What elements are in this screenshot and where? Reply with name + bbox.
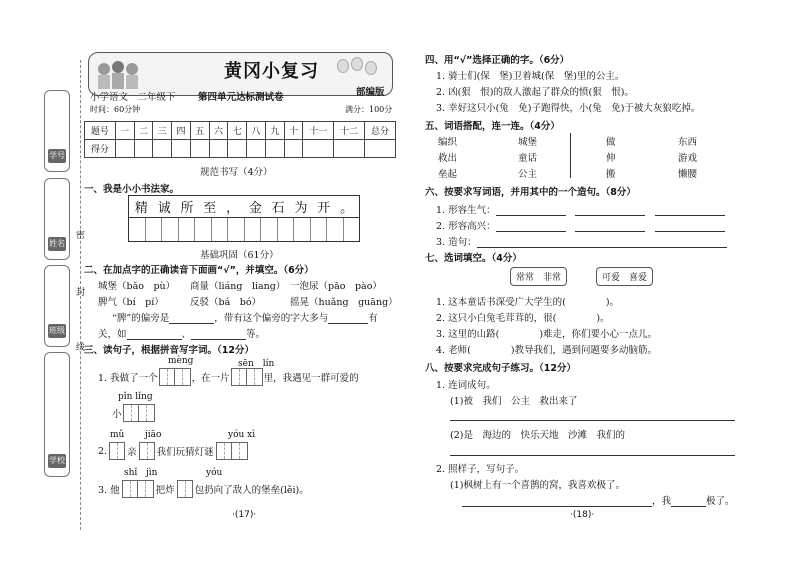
q2-title: 二、在加点字的正确读音下面画“√”，并填空。（6分）	[84, 265, 314, 276]
balloon-icon	[365, 61, 377, 75]
match-item[interactable]: 做	[606, 137, 616, 148]
char-box[interactable]	[109, 442, 125, 460]
match-item[interactable]: 垒起	[438, 169, 458, 180]
section-writing: 规范书写（4分）	[200, 167, 273, 178]
q6-line-1: 1. 形容生气：	[436, 202, 725, 216]
seal-mark-3: 线	[76, 343, 86, 353]
q2-item[interactable]: 摇晃（huǎng guāng）	[290, 297, 398, 308]
seal-mark-2: 封	[76, 288, 86, 298]
q3-sentence-3: 3. 他 把炸 包扔向了敌人的堡垒(lěi)。	[98, 480, 309, 498]
char-box[interactable]	[216, 442, 248, 460]
answer-line[interactable]	[450, 455, 735, 456]
char-box[interactable]	[122, 480, 154, 498]
answer-blank[interactable]	[477, 247, 727, 248]
pinyin-label: yóu xì	[228, 430, 256, 440]
q2-item[interactable]: 一泡尿（pāo pào）	[290, 281, 382, 292]
pinyin-label: sēn lín	[238, 359, 275, 369]
answer-blank[interactable]	[575, 231, 645, 232]
pinyin-label: pǐn lǐng	[118, 392, 153, 402]
q8-sub: (2)是 海边的 快乐天地 沙滩 我们的	[450, 430, 625, 441]
pinyin-label: jìn	[146, 468, 158, 478]
calligraphy-box: 精 诚 所 至 ， 金 石 为 开 。	[128, 195, 360, 242]
match-item[interactable]: 编织	[438, 137, 458, 148]
q7-line: 1. 这本童话书深受广大学生的( )。	[436, 297, 620, 308]
pinyin-label: jiāo	[145, 430, 162, 440]
header-title: 黄冈小复习	[224, 61, 319, 82]
match-item[interactable]: 游戏	[678, 153, 698, 164]
q4-line[interactable]: 2. 凶(狠 恨)的敌人激起了群众的愤(狠 恨)。	[436, 87, 634, 98]
answer-blank[interactable]	[191, 339, 246, 340]
pinyin-label: mèng	[168, 356, 194, 366]
page-number-left: ·(17)·	[232, 510, 257, 520]
q8-sub: (1)被 我们 公主 救出来了	[450, 396, 578, 407]
score-table-header: 题号 一 二 三 四 五 六 七 八 九 十 十一 十二 总分	[85, 122, 396, 140]
q3-sentence-2: 2. 亲 我们玩猜灯谜	[98, 442, 250, 460]
answer-blank[interactable]	[655, 215, 725, 216]
answer-blank[interactable]	[655, 231, 725, 232]
match-item[interactable]: 伸	[606, 153, 616, 164]
answer-line[interactable]	[450, 420, 735, 421]
children-illustration	[95, 57, 141, 91]
score-table	[84, 121, 396, 158]
match-item[interactable]: 搬	[606, 169, 616, 180]
answer-blank[interactable]	[169, 323, 214, 324]
class-tab: 班级	[44, 265, 70, 347]
q3-sentence-1: 1. 我做了一个 ，在一片 里，我遇见一群可爱的	[98, 368, 359, 386]
match-item[interactable]: 东西	[678, 137, 698, 148]
q2-item[interactable]: 城堡（bǎo pù）	[98, 281, 176, 292]
word-option-box: 常常 非常	[510, 267, 567, 286]
page-number-right: ·(18)·	[570, 510, 595, 520]
subject-label: 小学语文 二年级下	[90, 92, 176, 103]
answer-blank[interactable]	[496, 231, 566, 232]
q5-title: 五、词语搭配，连一连。（4分）	[425, 121, 560, 132]
answer-blank[interactable]	[127, 339, 182, 340]
answer-blank[interactable]	[328, 323, 368, 324]
q4-line[interactable]: 3. 幸好这只小(兔 免)子跑得快，小(兔 免)于被大灰狼吃掉。	[436, 103, 701, 114]
pinyin-label: mǔ	[110, 430, 125, 440]
answer-blank[interactable]	[496, 215, 566, 216]
unit-title: 第四单元达标测试卷	[198, 92, 284, 103]
q8-sub: 1. 连词成句。	[436, 380, 496, 391]
q6-line-3: 3. 造句：	[436, 234, 727, 248]
pinyin-label: shǐ	[124, 468, 138, 478]
q3-title: 三、读句子，根据拼音写字词。（12分）	[84, 345, 254, 356]
q7-line: 2. 这只小白兔毛茸茸的，很( )。	[436, 313, 610, 324]
section-basic: 基础巩固（61分）	[200, 250, 279, 261]
word-option-box: 可爱 喜爱	[596, 267, 653, 286]
answer-blank[interactable]	[575, 215, 645, 216]
q7-line: 4. 老师( )教导我们，遇到问题要多动脑筋。	[436, 345, 658, 356]
match-item[interactable]: 公主	[518, 169, 538, 180]
q8-title: 八、按要求完成句子练习。（12分）	[425, 363, 576, 374]
q6-line-2: 2. 形容高兴：	[436, 218, 725, 232]
q4-title: 四、用“√”选择正确的字。（6分）	[425, 55, 570, 66]
q6-title: 六、按要求写词语，并用其中的一个造句。（8分）	[425, 187, 636, 198]
score-label: 满分：100分	[345, 105, 393, 114]
match-item[interactable]: 救出	[438, 153, 458, 164]
school-tab: 学校	[44, 352, 70, 477]
q8-sub: 2. 照样子，写句子。	[436, 464, 525, 475]
name-tab: 姓名	[44, 178, 70, 260]
q3-sentence-1b: 小	[112, 404, 156, 422]
match-item[interactable]: 懒腰	[678, 169, 698, 180]
q2-item[interactable]: 反驳（bá bó）	[190, 297, 262, 308]
answer-blank[interactable]	[462, 506, 652, 507]
match-divider	[570, 133, 571, 178]
balloon-icon	[351, 57, 363, 71]
match-item[interactable]: 童话	[518, 153, 538, 164]
char-box[interactable]	[139, 442, 155, 460]
char-box[interactable]	[123, 404, 155, 422]
writing-grid[interactable]	[129, 218, 359, 241]
char-box[interactable]	[231, 368, 263, 386]
score-table-row[interactable]: 得分	[85, 140, 396, 158]
balloon-icon	[337, 59, 349, 73]
pinyin-label: yóu	[206, 468, 223, 478]
student-id-tab: 学号	[44, 90, 70, 172]
seal-mark-1: 密	[76, 231, 86, 241]
q2-fill-line-2: 关，如 、 等。	[98, 329, 266, 340]
q2-item[interactable]: 商量（liáng liang）	[190, 281, 286, 292]
q7-line: 3. 这里的山路( )难走，你们要小心一点儿。	[436, 329, 658, 340]
q1-title: 一、我是小小书法家。	[84, 184, 180, 195]
q8-fill: ，我 极了。	[462, 493, 735, 507]
char-box[interactable]	[159, 368, 191, 386]
q4-line[interactable]: 1. 骑士们(保 堡)卫着城(保 堡)里的公主。	[436, 71, 625, 82]
char-box[interactable]	[177, 480, 193, 498]
q8-sub: (1)枫树上有一个喜鹊的窝，我喜欢极了。	[450, 480, 625, 491]
q7-title: 七、选词填空。（4分）	[425, 253, 522, 264]
q2-item[interactable]: 脾气（bí pí）	[98, 297, 164, 308]
time-label: 时间：60分钟	[90, 105, 141, 114]
answer-blank[interactable]	[671, 506, 706, 507]
match-item[interactable]: 城堡	[518, 137, 538, 148]
edition-label: 部编版	[356, 87, 385, 98]
q2-fill-line-1: “脾”的偏旁是 ，带有这个偏旁的字大多与 有	[112, 313, 378, 324]
